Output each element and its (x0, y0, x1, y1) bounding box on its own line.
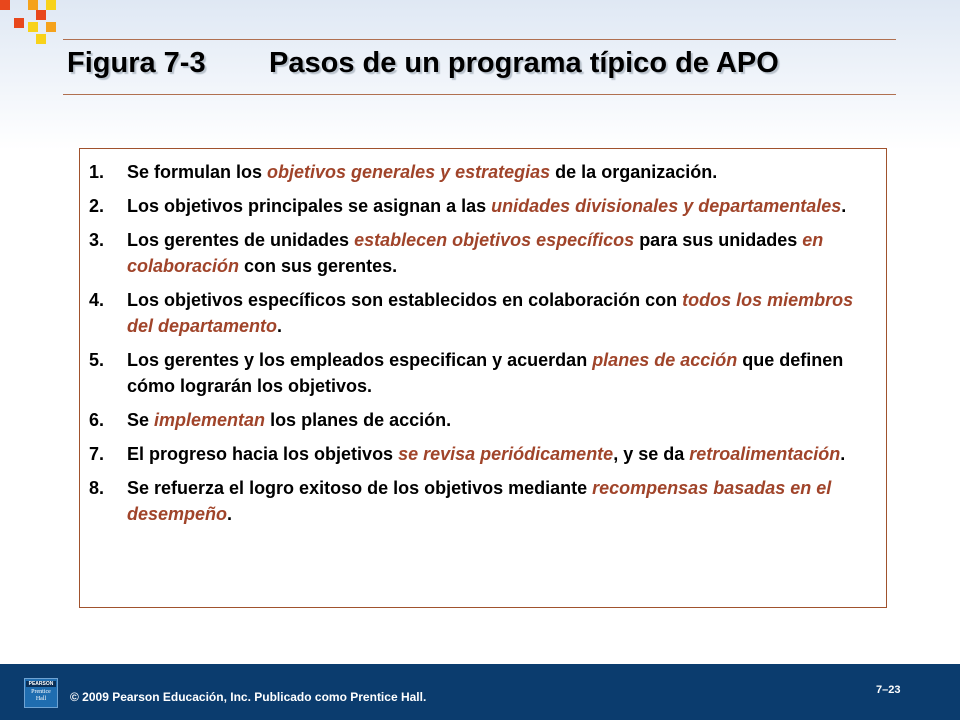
step-text: . (840, 444, 846, 464)
title-rule-bottom (63, 94, 896, 95)
step-text: Los gerentes y los empleados especifican y acuerdan (127, 350, 593, 370)
step-number: 6. (89, 410, 105, 430)
step-text: Los gerentes de unidades (127, 230, 355, 250)
step-text: El progreso hacia los objetivos (127, 444, 399, 464)
page-number: 7–23 (876, 684, 901, 696)
step-item (89, 159, 879, 185)
corner-square-yellow (36, 34, 46, 44)
step-text: con sus gerentes. (239, 256, 398, 276)
step-number: 7. (89, 444, 105, 464)
step-highlight-text: objetivos generales y estrategias (267, 162, 551, 182)
corner-square-orange (46, 22, 56, 32)
step-highlight-text: todos los miembros del departamento (127, 290, 854, 336)
step-number: 4. (89, 290, 105, 310)
step-item (89, 407, 879, 433)
step-number: 3. (89, 230, 105, 250)
page-title (67, 47, 779, 80)
corner-square-yellow (46, 0, 56, 10)
step-highlight-text: unidades divisionales y departamentales (491, 196, 842, 216)
figure-label: Figura 7-3 (67, 47, 206, 79)
step-highlight-text: en colaboración (127, 230, 824, 276)
step-text: . (277, 316, 283, 336)
step-text: que definen cómo lograrán los objetivos. (127, 350, 844, 396)
step-item (89, 227, 879, 279)
copyright-text: © 2009 Pearson Educación, Inc. Publicado como Prentice Hall. (70, 690, 427, 704)
title-rule-top (63, 39, 896, 40)
title-text: Pasos de un programa típico de APO (269, 47, 779, 79)
step-text: Se refuerza el logro exitoso de los objetivos mediante (127, 478, 593, 498)
step-text: . (841, 196, 847, 216)
step-highlight-text: implementan (154, 410, 266, 430)
corner-square-red (36, 10, 46, 20)
step-item (89, 287, 879, 339)
steps-list (89, 159, 879, 535)
step-number: 5. (89, 350, 105, 370)
step-text: de la organización. (550, 162, 718, 182)
step-text: para sus unidades (634, 230, 803, 250)
step-text: Se formulan los (127, 162, 268, 182)
step-number: 2. (89, 196, 105, 216)
step-text: . (227, 504, 233, 524)
step-item (89, 441, 879, 467)
corner-square-yellow (28, 22, 38, 32)
step-text: Los objetivos principales se asignan a las (127, 196, 492, 216)
corner-square-red (14, 18, 24, 28)
step-text: Se (127, 410, 155, 430)
step-highlight-text: se revisa periódicamente (398, 444, 614, 464)
steps-box (79, 148, 887, 608)
pearson-prentice-hall-logo: PEARSON Prentice Hall (24, 678, 58, 708)
step-text: , y se da (613, 444, 690, 464)
step-highlight-text: retroalimentación (689, 444, 841, 464)
corner-square-red (0, 0, 10, 10)
step-number: 1. (89, 162, 105, 182)
step-number: 8. (89, 478, 105, 498)
step-highlight-text: recompensas basadas en el desempeño (127, 478, 832, 524)
step-item (89, 193, 879, 219)
footer-bar (0, 664, 960, 720)
step-text: Los objetivos específicos son establecidos en colaboración con (127, 290, 683, 310)
step-highlight-text: establecen objetivos específicos (354, 230, 635, 250)
corner-square-orange (28, 0, 38, 10)
step-item (89, 347, 879, 399)
step-text: los planes de acción. (265, 410, 452, 430)
step-highlight-text: planes de acción (592, 350, 738, 370)
step-item (89, 475, 879, 527)
